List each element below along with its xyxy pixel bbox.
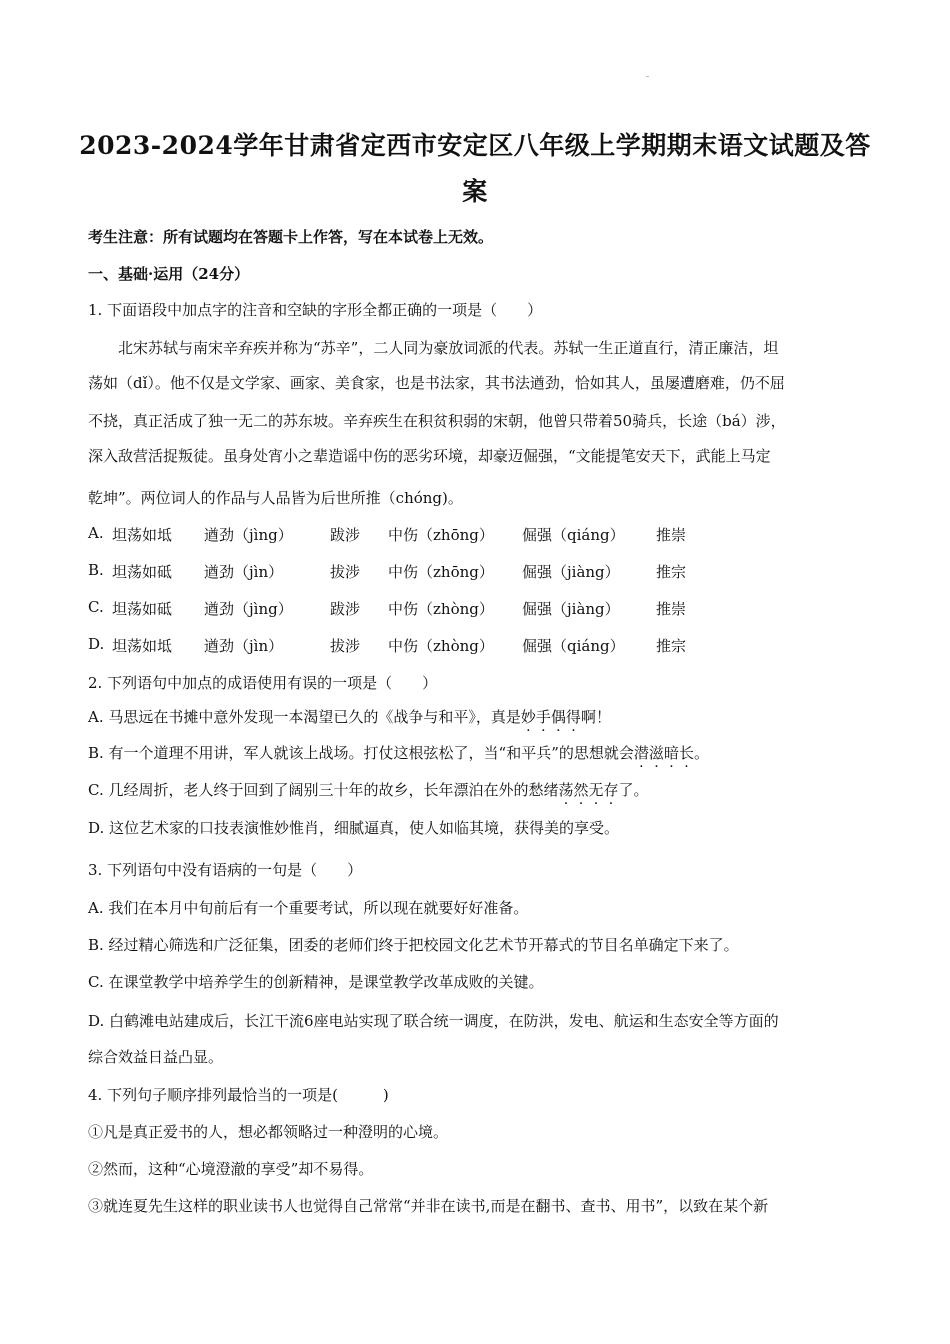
q4-stem: 4. 下列句子顺序排列最恰当的一项是( ) (88, 1086, 389, 1104)
dotted-idiom (521, 708, 581, 726)
emphasis-char: 然 (573, 781, 589, 799)
q1-passage-line: 不挠，真正活成了独一无二的苏东坡。辛弃疾生在积贫积弱的宋朝，他曾只带着50骑兵，长途（bá）涉， (88, 412, 786, 430)
q2-option-a: A. 马思远在书摊中意外发现一本渴望已久的《战争与和平》，真是妙手偶得啊！ (88, 708, 611, 726)
q1-passage-line: 乾坤”。两位词人的作品与人品皆为后世所推（chóng)。 (88, 489, 463, 507)
q2-option-d: D. 这位艺术家的口技表演惟妙惟肖，细腻逼真，使人如临其境，获得美的享受。 (88, 819, 620, 837)
q3-option-d-continued: 综合效益日益凸显。 (88, 1048, 224, 1066)
q1-passage-line: 荡如（dǐ）。他不仅是文学家、画家、美食家，也是书法家，其书法遒劲，恰如其人，虽屡遭磨难，仍不屈 (88, 374, 785, 392)
q1-passage-line: 北宋苏轼与南宋辛弃疾并称为“苏辛”，二人同为豪放词派的代表。苏轼一生正道直行，清正廉洁，坦 (118, 339, 779, 357)
q2-option-b: B. 有一个道理不用讲，军人就该上战场。打仗这根弦松了，当“和平兵”的思想就会潜滋暗长。 (88, 744, 709, 762)
emphasis-char: 滋 (648, 744, 664, 762)
emphasis-char: 暗 (663, 744, 679, 762)
page-title: 2023-2024学年甘肃省定西市安定区八年级上学期期末语文试题及答 (79, 131, 871, 160)
emphasis-char: 存 (603, 781, 619, 799)
scan-mark (646, 76, 649, 77)
q4-sentence-2: ②然而，这种“心境澄澈的享受”却不易得。 (88, 1160, 374, 1178)
emphasis-char: 潜 (633, 744, 649, 762)
exam-notice: 考生注意：所有试题均在答题卡上作答，写在本试卷上无效。 (88, 228, 494, 246)
emphasis-char: 荡 (558, 781, 574, 799)
emphasis-char: 长 (678, 744, 694, 762)
q4-sentence-1: ①凡是真正爱书的人，想必都领略过一种澄明的心境。 (88, 1123, 449, 1141)
emphasis-char: 妙 (520, 708, 536, 726)
q3-option-a: A. 我们在本月中旬前后有一个重要考试，所以现在就要好好准备。 (88, 899, 529, 917)
q3-option-d: D. 白鹤滩电站建成后，长江干流6座电站实现了联合统一调度，在防洪，发电、航运和生态安全等方面的 (88, 1012, 779, 1030)
q1-stem: 1. 下面语段中加点字的注音和空缺的字形全都正确的一项是（ ） (88, 301, 543, 319)
q1-passage-line: 深入敌营活捉叛徒。虽身处宵小之辈造谣中伤的恶劣环境，却豪迈倔强，“文能提笔安天下，武能上马定 (88, 447, 771, 465)
q2-stem: 2. 下列语句中加点的成语使用有误的一项是（ ） (88, 674, 438, 692)
emphasis-char: 偶 (550, 708, 566, 726)
page-title-continued: 案 (462, 177, 488, 206)
q2-option-c: C. 几经周折，老人终于回到了阔别三十年的故乡，长年漂泊在外的愁绪荡然无存了。 (88, 781, 649, 799)
section-heading: 一、基础·运用（24分） (88, 265, 250, 283)
q3-stem: 3. 下列语句中没有语病的一句是（ ） (88, 861, 363, 879)
dotted-idiom (558, 781, 618, 799)
dotted-idiom (634, 744, 694, 762)
q4-sentence-3: ③就连夏先生这样的职业读书人也觉得自己常常“并非在读书,而是在翻书、查书、用书”，以致在某个新 (88, 1197, 769, 1215)
exam-page: 2023-2024学年甘肃省定西市安定区八年级上学期期末语文试题及答 案 考生注意：所有试题均在答题卡上作答，写在本试卷上无效。 一、基础·运用（24分） 1. 下面语段中加点字的注音和空缺的字形全都正确的一项是（ ） 北宋苏轼与南宋辛弃疾并称为“苏辛”，二人同为豪放词派的代表。苏轼一生正道直行，清正廉洁，坦 荡如（dǐ）。他不仅是文学家、画家、美食家，也是书法家，其书法遒劲，恰如其人，虽屡遭磨难，仍不屈 不挠，真正活成了独一无二的苏东坡。辛弃疾生在积贫积弱的宋朝，他曾只带着50骑兵，长途（bá）涉， 深入敌营活捉叛徒。虽身处宵小之辈造谣中伤的恶劣环境，却豪迈倔强，“文能提笔安天下，武能上马定 乾坤”。两位词人的作品与人品皆为后世所推（chóng)。 A. 坦荡如坻 遒劲（jìng） 跋涉 中伤（zhōng） 倔强（qiáng） 推崇 B. 坦荡如砥 遒劲（jìn） 拔涉 中伤（zhōng） 倔强（jiàng） 推宗 C. 坦荡如砥 遒劲（jìng） 跋涉 中伤（zhòng） 倔强（jiàng） 推崇 D. 坦荡如坻 遒劲（jìn） 拔涉 中伤（zhòng） 倔强（qiáng） 推宗 2. 下列语句中加点的成语使用有误的一项是（ ） A. 马思远在书摊中意外发现一本渴望已久的《战争与和平》，真是妙手偶得啊！ B. 有一个道理不用讲，军人就该上战场。打仗这根弦松了，当“和平兵”的思想就会潜滋暗长。 C. 几经周折，老人终于回到了阔别三十年的故乡，长年漂泊在外的愁绪荡然无存了。 D. 这位艺术家的口技表演惟妙惟肖，细腻逼真，使人如临其境，获得美的享受。 3. 下列语句中没有语病的一句是（ ） A. 我们在本月中旬前后有一个重要考试，所以现在就要好好准备。 B. 经过精心筛选和广泛征集，团委的老师们终于把校园文化艺术节开幕式的节目名单确定下来了。 C. 在课堂教学中培养学生的创新精神，是课堂教学改革成败的关键。 D. 白鹤滩电站建成后，长江干流6座电站实现了联合统一调度，在防洪，发电、航运和生态安全等方面的 综合效益日益凸显。 4. 下列句子顺序排列最恰当的一项是( ) ①凡是真正爱书的人，想必都领略过一种澄明的心境。 ②然而，这种“心境澄澈的享受”却不易得。 ③就连夏先生这样的职业读书人也觉得自己常常“并非在读书,而是在翻书、查书、用书”，以致在某个新 (0, 0, 950, 1344)
emphasis-char: 得 (565, 708, 581, 726)
q3-option-c: C. 在课堂教学中培养学生的创新精神，是课堂教学改革成败的关键。 (88, 973, 544, 991)
emphasis-char: 无 (588, 781, 604, 799)
q3-option-b: B. 经过精心筛选和广泛征集，团委的老师们终于把校园文化艺术节开幕式的节目名单确定下来了。 (88, 936, 739, 954)
emphasis-char: 手 (535, 708, 551, 726)
